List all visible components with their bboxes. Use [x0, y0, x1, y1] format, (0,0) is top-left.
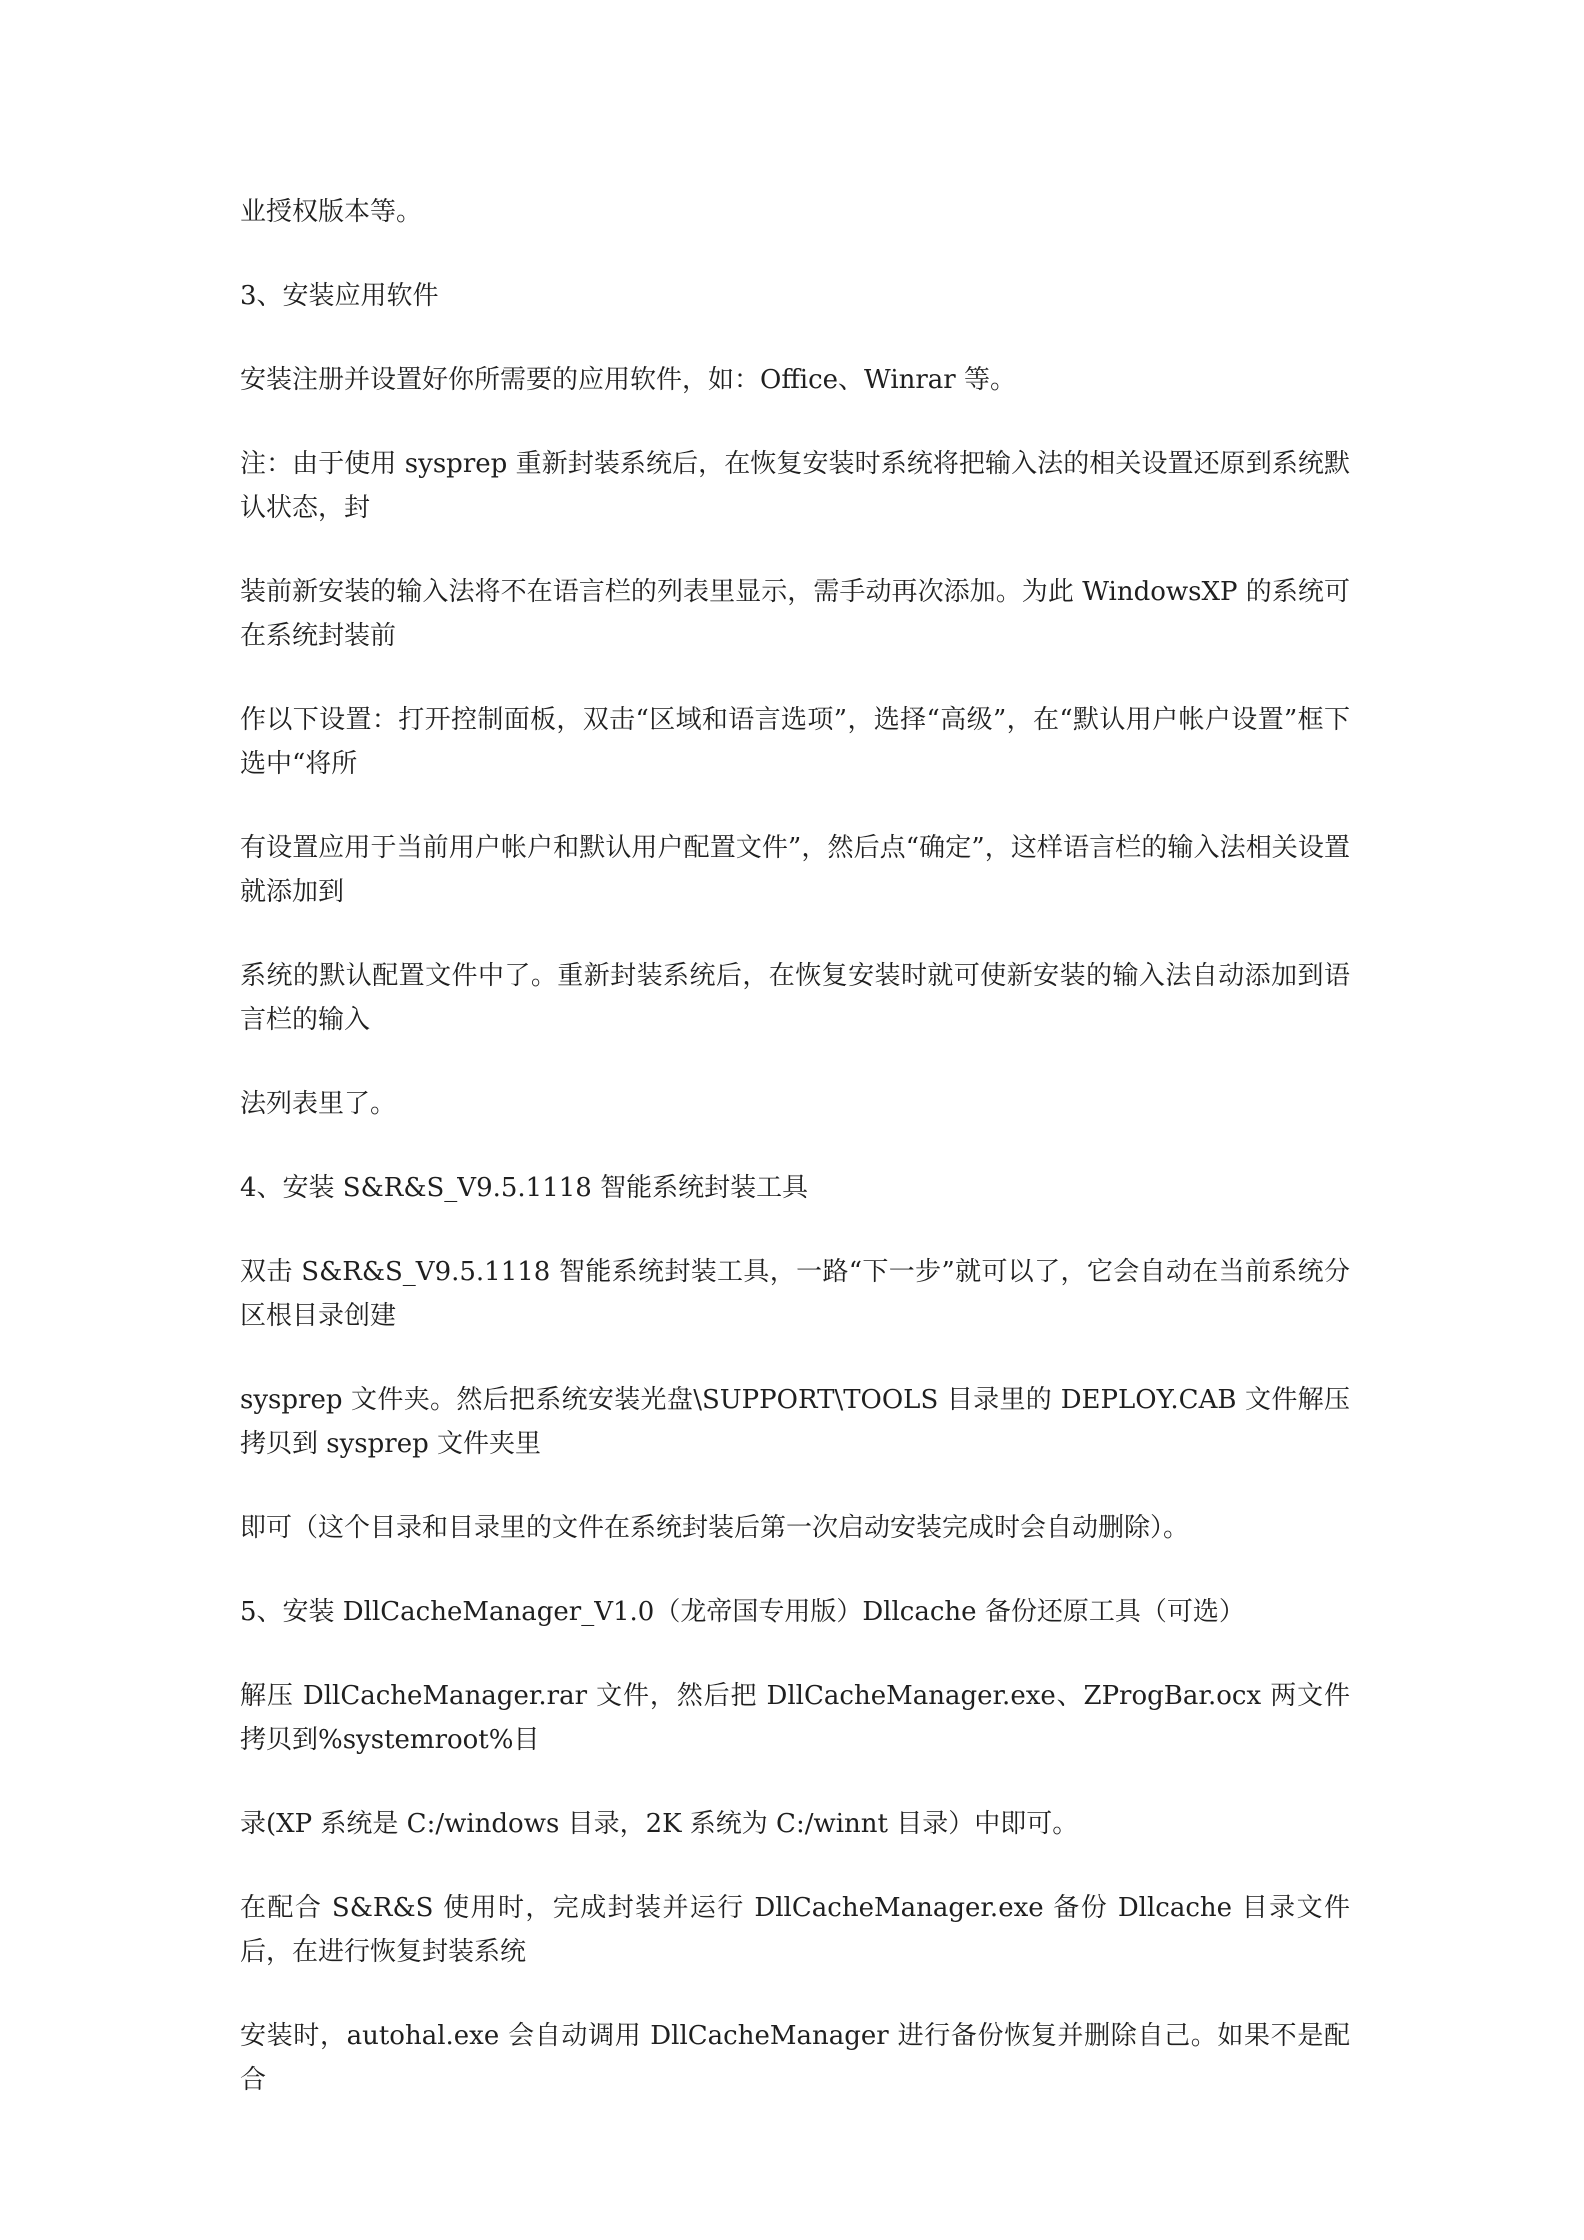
paragraph-install-apps: 安装注册并设置好你所需要的应用软件，如：Office、Winrar 等。 — [240, 365, 1017, 395]
paragraph-srs-1: 双击 S&R&S_V9.5.1118 智能系统封装工具，一路“下一步”就可以了，它会自动在当前系统分区根目录创建 — [240, 1257, 1350, 1331]
paragraph-note-1: 注：由于使用 sysprep 重新封装系统后，在恢复安装时系统将把输入法的相关设置还原到系统默认状态，封 — [240, 449, 1350, 523]
paragraph-note-4: 有设置应用于当前用户帐户和默认用户配置文件”，然后点“确定”，这样语言栏的输入法相关设置就添加到 — [240, 833, 1350, 907]
paragraph-note-2: 装前新安装的输入法将不在语言栏的列表里显示，需手动再次添加。为此 WindowsXP 的系统可在系统封装前 — [240, 577, 1350, 651]
paragraph-note-3: 作以下设置：打开控制面板，双击“区域和语言选项”，选择“高级”，在“默认用户帐户设置”框下选中“将所 — [240, 705, 1350, 779]
paragraph-note-5: 系统的默认配置文件中了。重新封装系统后，在恢复安装时就可使新安装的输入法自动添加到语言栏的输入 — [240, 961, 1350, 1035]
paragraph-license-tail: 业授权版本等。 — [240, 197, 423, 227]
paragraph-note-6: 法列表里了。 — [240, 1089, 397, 1119]
heading-install-srs: 4、安装 S&R&S_V9.5.1118 智能系统封装工具 — [240, 1173, 809, 1203]
paragraph-dllcache-2: 录(XP 系统是 C:/windows 目录，2K 系统为 C:/winnt 目录）中即可。 — [240, 1809, 1079, 1839]
paragraph-dllcache-4: 安装时，autohal.exe 会自动调用 DllCacheManager 进行备份恢复并删除自己。如果不是配合 — [240, 2021, 1350, 2095]
paragraph-srs-3: 即可（这个目录和目录里的文件在系统封装后第一次启动安装完成时会自动删除）。 — [240, 1513, 1190, 1543]
paragraph-dllcache-3: 在配合 S&R&S 使用时，完成封装并运行 DllCacheManager.exe 备份 Dllcache 目录文件后，在进行恢复封装系统 — [240, 1893, 1350, 1967]
paragraph-srs-2: sysprep 文件夹。然后把系统安装光盘\SUPPORT\TOOLS 目录里的 DEPLOY.CAB 文件解压拷贝到 sysprep 文件夹里 — [240, 1385, 1350, 1459]
heading-install-dllcache: 5、安装 DllCacheManager_V1.0（龙帝国专用版）Dllcache 备份还原工具（可选） — [240, 1597, 1245, 1627]
heading-install-apps: 3、安装应用软件 — [240, 281, 439, 311]
paragraph-dllcache-1: 解压 DllCacheManager.rar 文件，然后把 DllCacheManager.exe、ZProgBar.ocx 两文件拷贝到%systemroot%目 — [240, 1681, 1350, 1755]
document-body — [240, 190, 1350, 2142]
